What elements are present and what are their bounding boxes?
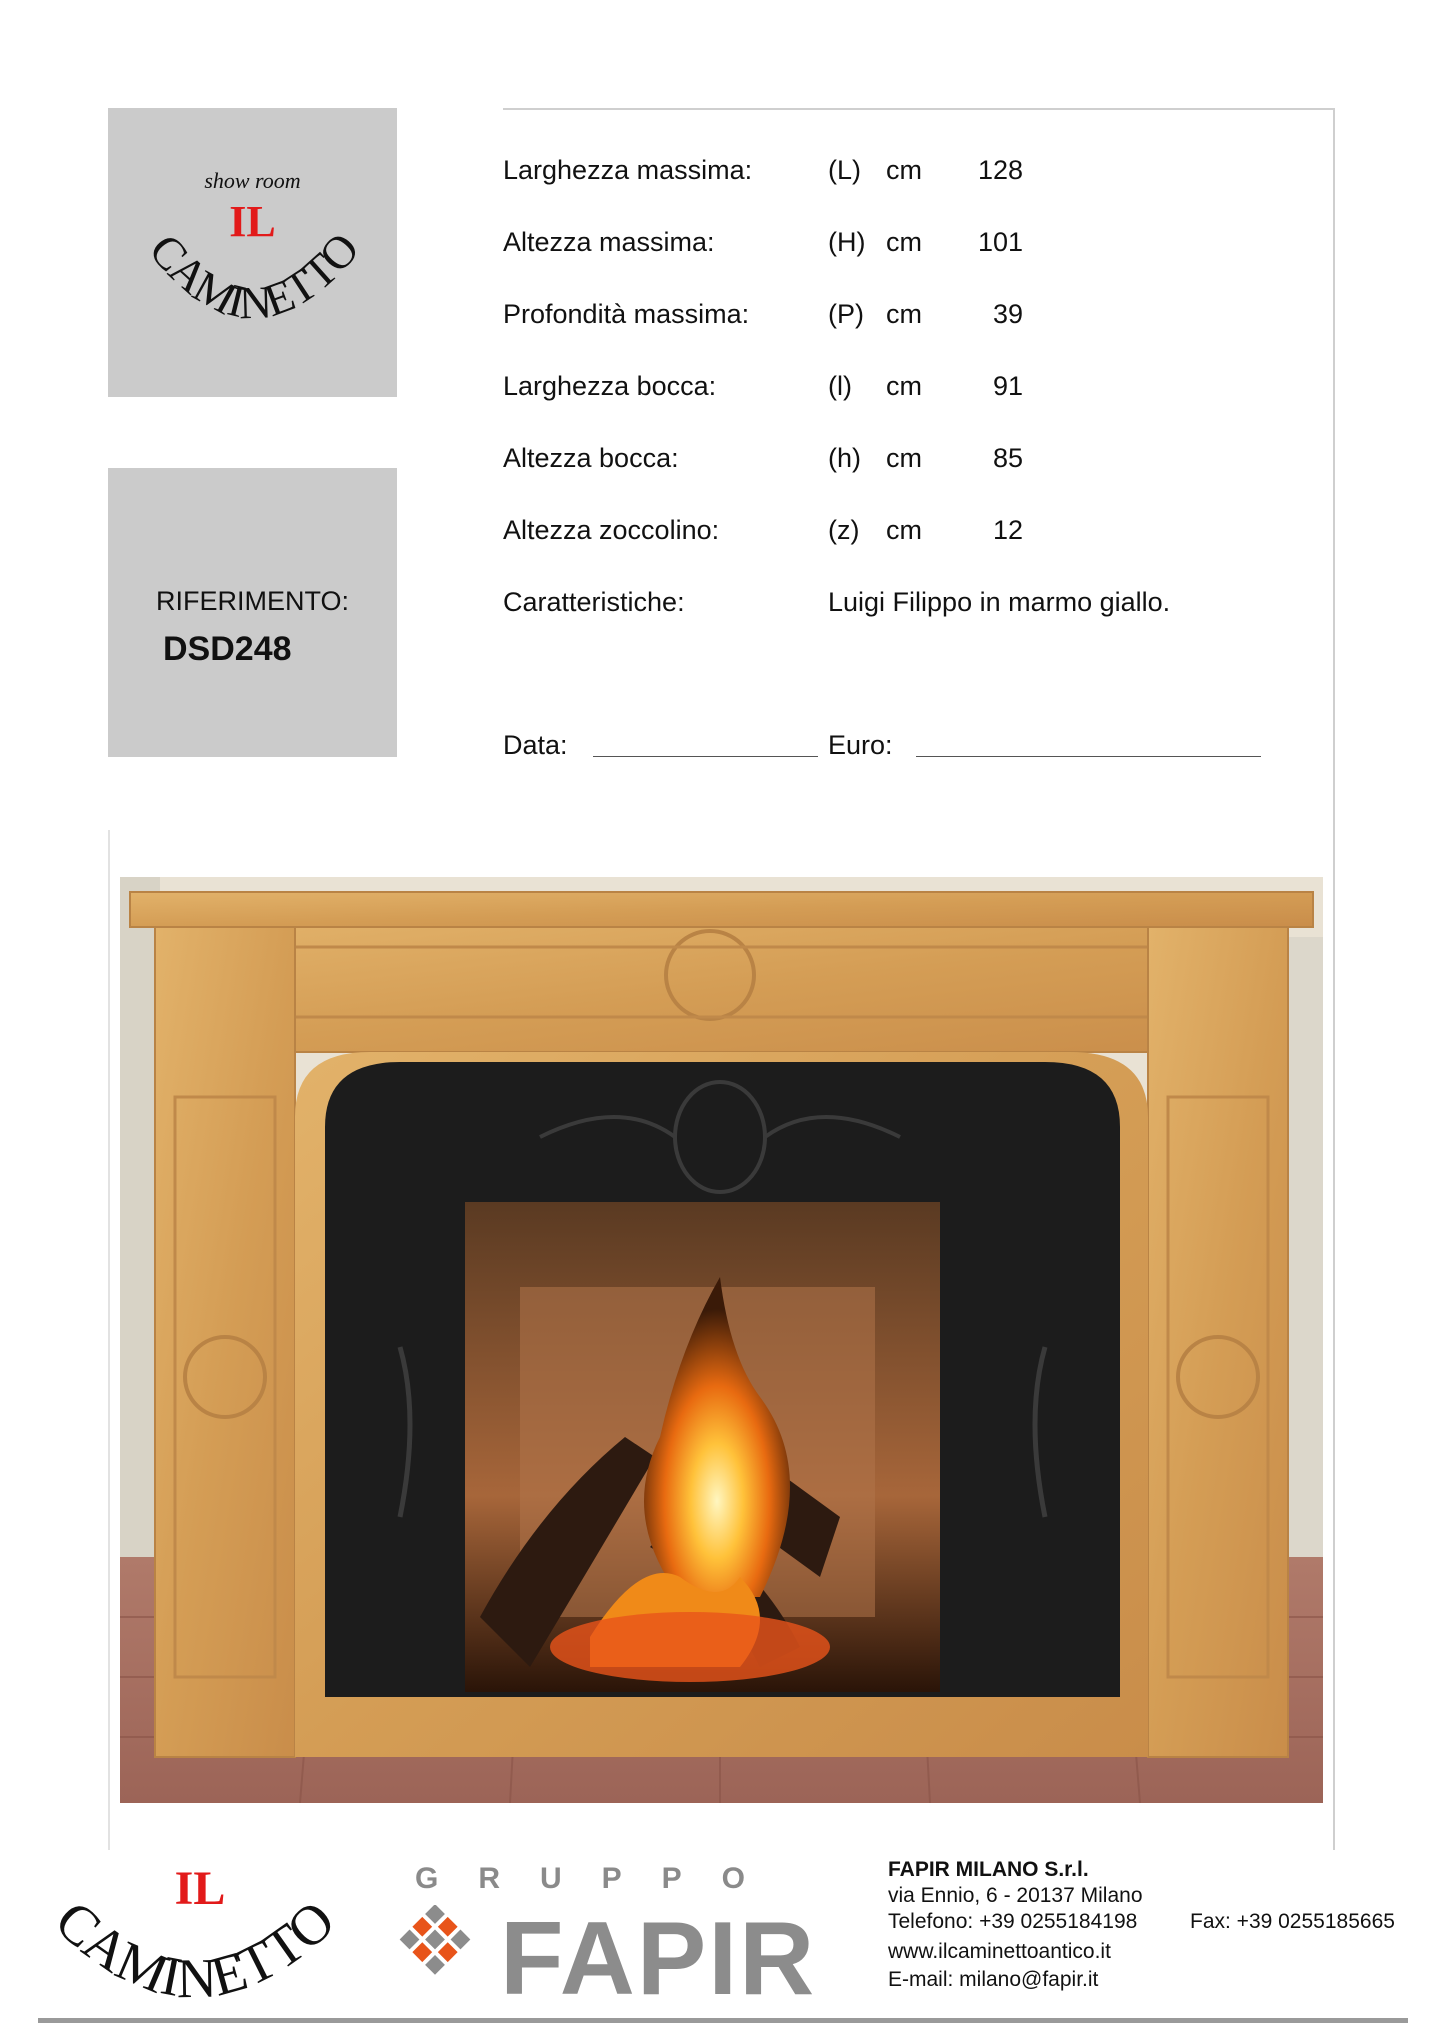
euro-field-line[interactable] xyxy=(916,756,1261,757)
date-label: Data: xyxy=(503,730,568,760)
info-frame-top xyxy=(503,108,1335,110)
spec-value: 85 xyxy=(992,443,1023,473)
fapir-wordmark: FAPIR xyxy=(500,1901,817,2017)
fapir-diamond-icon xyxy=(385,1905,485,2005)
logo-showroom-text: show room xyxy=(204,168,301,193)
logo-il-text: IL xyxy=(229,197,276,246)
spec-label: Altezza bocca: xyxy=(503,443,679,473)
company-fax: Fax: +39 0255185665 xyxy=(1190,1910,1395,1933)
footer-caminetto-logo xyxy=(30,1852,360,2012)
characteristics-label: Caratteristiche: xyxy=(503,587,685,617)
footer-divider xyxy=(38,2018,1408,2023)
euro-label: Euro: xyxy=(828,730,893,760)
company-email-link[interactable]: E-mail: milano@fapir.it xyxy=(888,1968,1099,1991)
spec-unit: cm xyxy=(886,515,922,545)
company-address: via Ennio, 6 - 20137 Milano xyxy=(888,1884,1143,1907)
spec-label: Larghezza massima: xyxy=(503,155,753,185)
svg-text:CAMINETTO xyxy=(140,224,369,329)
spec-symbol: (L) xyxy=(828,155,861,185)
spec-value: 12 xyxy=(992,515,1023,545)
spec-unit: cm xyxy=(886,155,922,185)
reference-label: RIFERIMENTO: xyxy=(155,586,349,616)
spec-symbol: (P) xyxy=(828,299,864,329)
spec-symbol: (z) xyxy=(828,515,860,545)
spec-value: 128 xyxy=(977,155,1023,185)
spec-value: 91 xyxy=(992,371,1023,401)
gruppo-label: GRUPPO xyxy=(415,1862,786,1895)
spec-symbol: (h) xyxy=(828,443,861,473)
spec-label: Larghezza bocca: xyxy=(503,371,717,401)
company-website-link[interactable]: www.ilcaminettoantico.it xyxy=(888,1940,1111,1963)
info-frame-right xyxy=(1333,108,1335,1850)
company-phone: Telefono: +39 0255184198 xyxy=(888,1910,1138,1933)
spec-unit: cm xyxy=(886,299,922,329)
fireplace-photo xyxy=(120,877,1323,1803)
characteristics-value: Luigi Filippo in marmo giallo. xyxy=(828,587,1171,617)
reference-box xyxy=(108,468,397,757)
spec-value: 39 xyxy=(992,299,1023,329)
spec-label: Altezza massima: xyxy=(503,227,715,257)
spec-unit: cm xyxy=(886,227,922,257)
reference-code: DSD248 xyxy=(163,630,292,668)
spec-label: Altezza zoccolino: xyxy=(503,515,720,545)
spec-label: Profondità massima: xyxy=(503,299,750,329)
footer-logo-name: CAMINETTO xyxy=(43,1888,347,2011)
spec-symbol: (H) xyxy=(828,227,866,257)
spec-value: 101 xyxy=(977,227,1023,257)
footer-logo-il: IL xyxy=(174,1862,226,1915)
logo-name-text: CAMINETTO xyxy=(139,223,369,329)
spec-symbol: (l) xyxy=(828,371,852,401)
photo-frame-left xyxy=(108,830,110,1850)
spec-unit: cm xyxy=(886,443,922,473)
date-field-line[interactable] xyxy=(593,756,818,757)
company-name: FAPIR MILANO S.r.l. xyxy=(888,1858,1089,1881)
spec-unit: cm xyxy=(886,371,922,401)
logo-box xyxy=(108,108,397,397)
logo-caminetto-arc xyxy=(108,108,397,397)
